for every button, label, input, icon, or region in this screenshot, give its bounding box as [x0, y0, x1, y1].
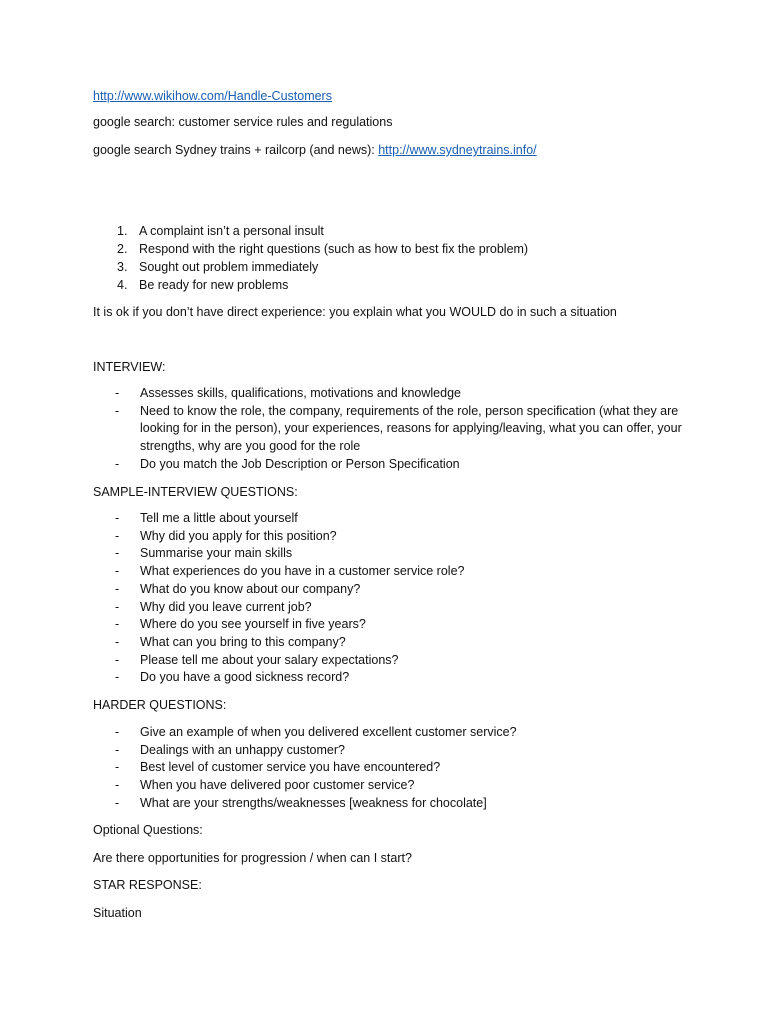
- list-item: [112, 385, 692, 403]
- google-search-rules-line: google search: customer service rules and regulations: [93, 115, 393, 129]
- interview-list: [112, 385, 692, 474]
- list-item: [112, 456, 692, 474]
- list-item: [117, 258, 318, 276]
- list-item-text: Why did you apply for this position?: [140, 528, 337, 543]
- list-item: [112, 795, 692, 813]
- list-item-text: Be ready for new problems: [139, 278, 289, 292]
- list-item-text: Dealings with an unhappy customer?: [140, 742, 345, 757]
- dash-marker: -: [115, 599, 120, 614]
- list-item: [112, 759, 692, 777]
- dash-marker: -: [115, 670, 120, 685]
- list-number: 1.: [117, 224, 128, 238]
- experience-note: It is ok if you don’t have direct experience: you explain what you WOULD do in such a situation: [93, 305, 617, 319]
- dash-marker: -: [115, 795, 120, 810]
- harder-questions-list: [112, 724, 692, 813]
- interview-heading: INTERVIEW:: [93, 360, 166, 374]
- google-search-sydney-line: [93, 141, 537, 159]
- wikihow-link[interactable]: http://www.wikihow.com/Handle-Customers: [93, 89, 332, 103]
- list-item-text: Tell me a little about yourself: [140, 511, 298, 525]
- list-item: [112, 616, 692, 634]
- list-number: 4.: [117, 278, 128, 292]
- list-item: [112, 563, 692, 581]
- list-item: [112, 581, 692, 599]
- optional-questions-heading: Optional Questions:: [93, 823, 203, 837]
- list-item: [117, 276, 288, 294]
- list-number: 3.: [117, 260, 128, 274]
- sydneytrains-link[interactable]: http://www.sydneytrains.info/: [378, 143, 537, 157]
- star-response-heading: STAR RESPONSE:: [93, 878, 202, 892]
- list-item: [112, 669, 692, 687]
- list-item-text: What are your strengths/weaknesses [weakness for chocolate]: [140, 795, 487, 810]
- dash-marker: -: [115, 403, 120, 418]
- list-item: [112, 742, 692, 760]
- google-search-sydney-text: google search Sydney trains + railcorp (and news):: [93, 143, 379, 157]
- dash-marker: -: [115, 652, 120, 667]
- dash-marker: -: [115, 528, 120, 543]
- list-item-text: When you have delivered poor customer service?: [140, 778, 415, 793]
- optional-questions-text: Are there opportunities for progression / when can I start?: [93, 851, 412, 865]
- list-number: 2.: [117, 242, 128, 256]
- dash-marker: -: [115, 778, 120, 793]
- dash-marker: -: [115, 581, 120, 596]
- list-item: [117, 240, 528, 258]
- dash-marker: -: [115, 725, 120, 739]
- list-item: [112, 528, 692, 546]
- list-item-text: Assesses skills, qualifications, motivations and knowledge: [140, 386, 461, 400]
- dash-marker: -: [115, 386, 120, 400]
- list-item-text: Do you match the Job Description or Person Specification: [140, 456, 460, 471]
- list-item-text: Summarise your main skills: [140, 546, 293, 561]
- list-item-text: Why did you leave current job?: [140, 599, 312, 614]
- sample-questions-heading: SAMPLE-INTERVIEW QUESTIONS:: [93, 485, 298, 499]
- dash-marker: -: [115, 634, 120, 649]
- list-item-text: Sought out problem immediately: [139, 260, 319, 274]
- dash-marker: -: [115, 617, 120, 632]
- harder-questions-heading: HARDER QUESTIONS:: [93, 698, 227, 712]
- list-item-text: Best level of customer service you have encountered?: [140, 760, 441, 775]
- star-situation: Situation: [93, 906, 142, 920]
- list-item-text: What can you bring to this company?: [140, 634, 346, 649]
- dash-marker: -: [115, 456, 120, 471]
- wikihow-line: [93, 87, 332, 105]
- list-item: [112, 652, 692, 670]
- list-item: [112, 510, 692, 528]
- list-item: [117, 222, 324, 240]
- list-item-text: Please tell me about your salary expectations?: [140, 652, 399, 667]
- list-item: [112, 724, 692, 742]
- sample-questions-list: [112, 510, 692, 687]
- list-item: [112, 599, 692, 617]
- list-item: [112, 403, 692, 456]
- list-item-text: What do you know about our company?: [140, 581, 361, 596]
- list-item-text: Give an example of when you delivered excellent customer service?: [140, 725, 517, 739]
- list-item: [112, 777, 692, 795]
- list-item: [112, 634, 692, 652]
- list-item-text: Respond with the right questions (such as how to best fix the problem): [139, 242, 529, 256]
- list-item-text: Do you have a good sickness record?: [140, 670, 350, 685]
- list-item: [112, 545, 692, 563]
- list-item-text: What experiences do you have in a customer service role?: [140, 564, 465, 579]
- dash-marker: -: [115, 742, 120, 757]
- dash-marker: -: [115, 760, 120, 775]
- list-item-text: A complaint isn’t a personal insult: [139, 224, 324, 238]
- dash-marker: -: [115, 511, 120, 525]
- list-item-text: Where do you see yourself in five years?: [140, 617, 366, 632]
- dash-marker: -: [115, 546, 120, 561]
- list-item-text: Need to know the role, the company, requirements of the role, person specification (what they are looking for in the person), your experiences, reasons for applying/leaving, what you can offer, your strengths, why are you good for the role: [140, 403, 682, 454]
- dash-marker: -: [115, 564, 120, 579]
